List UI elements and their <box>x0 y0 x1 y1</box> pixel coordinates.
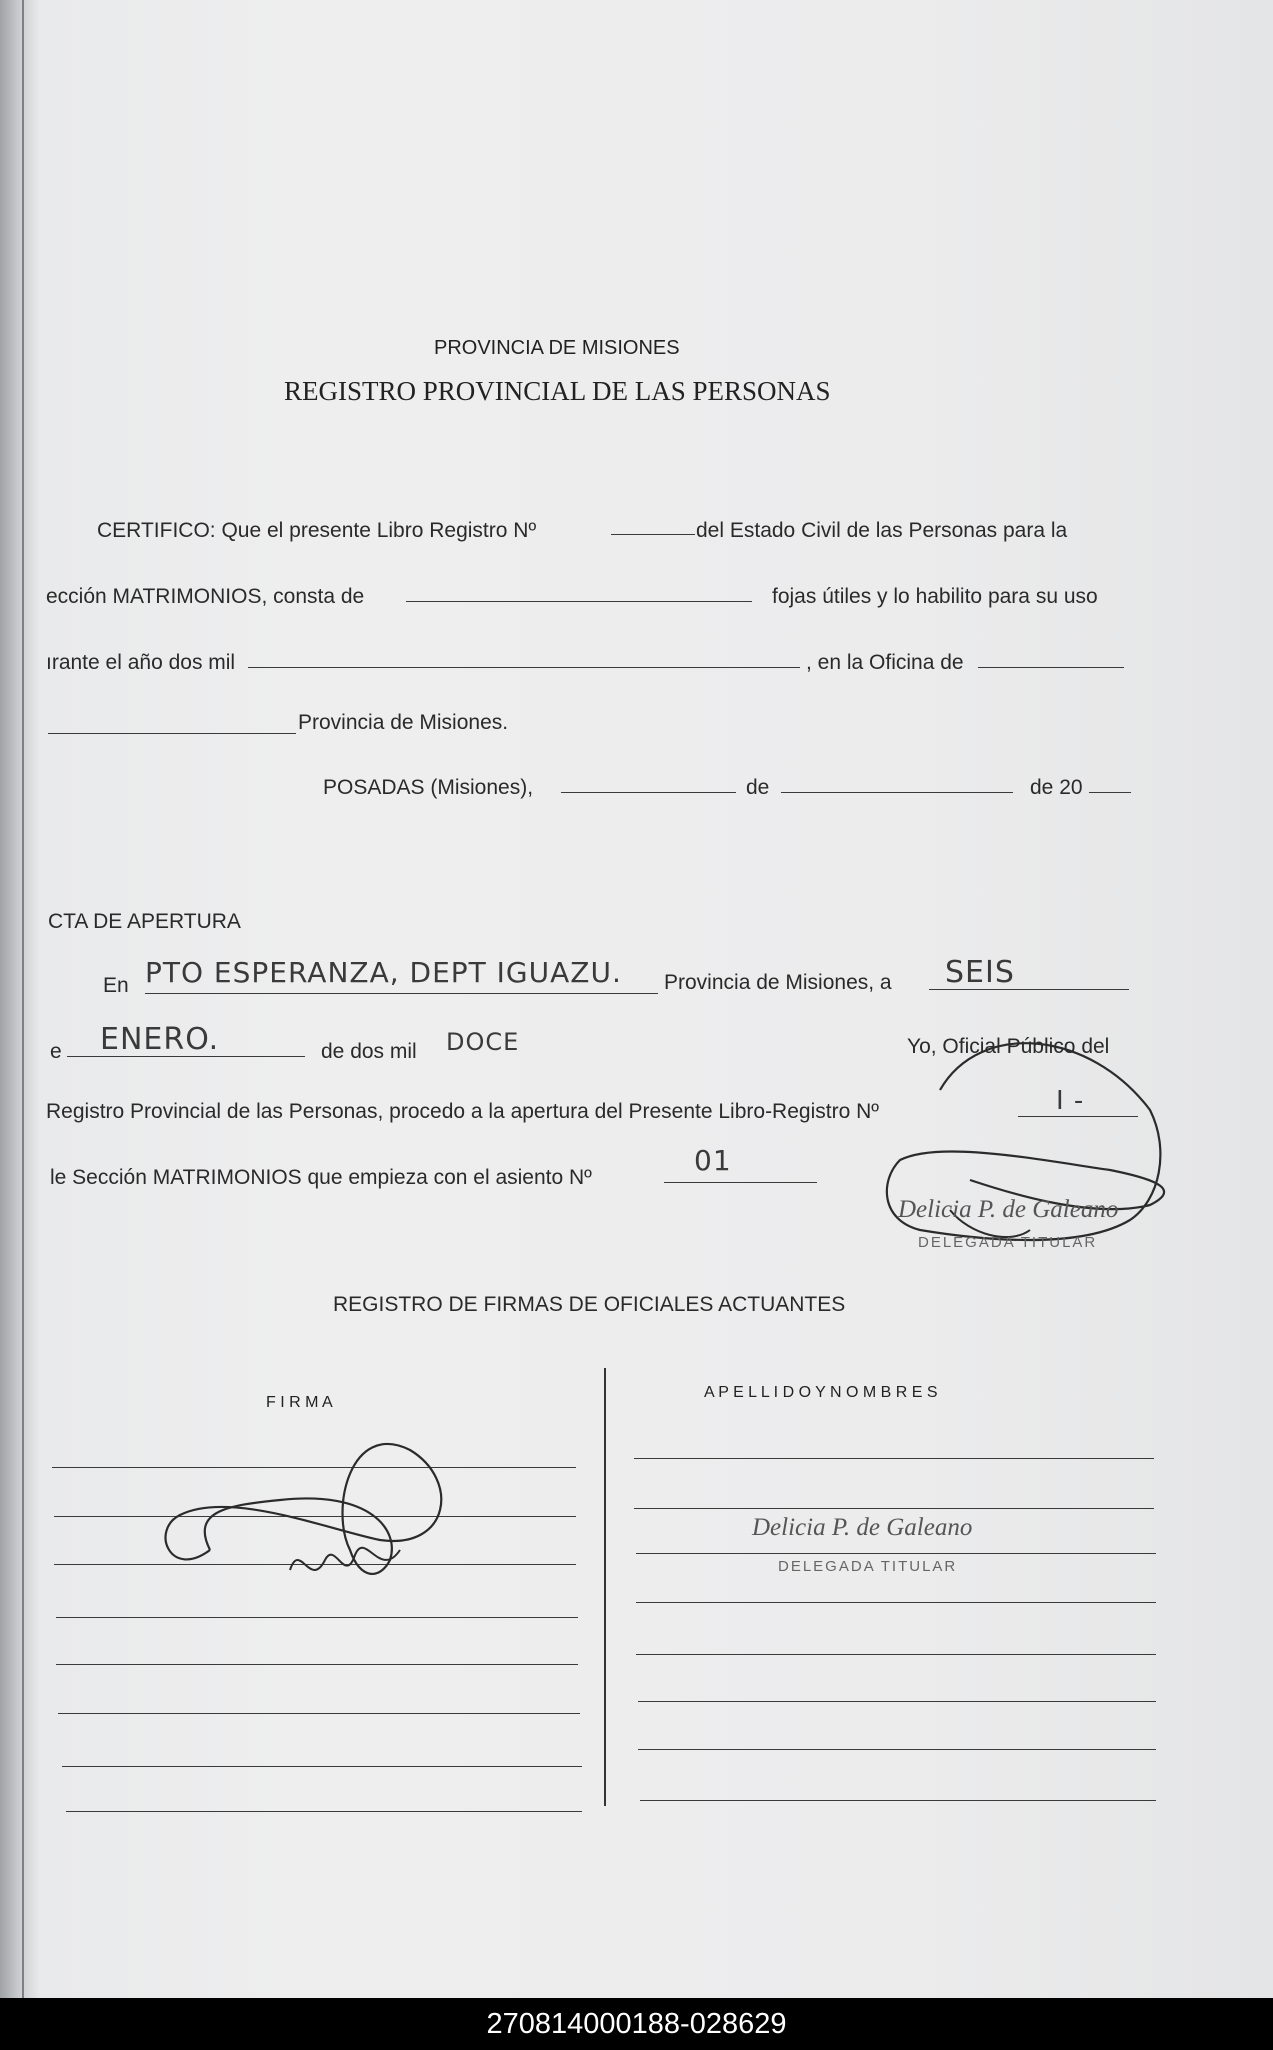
cert-line1-a: CERTIFICO: Que el presente Libro Registro Nº <box>97 519 537 542</box>
nombres-row-line <box>638 1701 1156 1702</box>
localidad-blank <box>48 733 296 734</box>
acta-e-label: e <box>50 1040 62 1063</box>
month-handwritten: ENERO. <box>100 1022 220 1057</box>
firma-row-line <box>66 1811 582 1812</box>
firmas-title: REGISTRO DE FIRMAS DE OFICIALES ACTUANTES <box>333 1293 846 1316</box>
asiento-blank <box>664 1182 817 1183</box>
document-code: 270814000188-028629 <box>486 2008 787 2040</box>
place-date-label: POSADAS (Misiones), <box>323 776 534 799</box>
acta-prov-label: Provincia de Misiones, a <box>664 971 892 994</box>
nombres-row-line <box>634 1458 1154 1459</box>
de-label-1: de <box>746 776 770 799</box>
nombres-row-line <box>636 1553 1156 1554</box>
year-blank <box>248 667 800 668</box>
firma-row-line <box>62 1766 582 1767</box>
month-blank <box>781 792 1013 793</box>
registro-line: Registro Provincial de las Personas, procedo a la apertura del Presente Libro-Registro Nº <box>46 1100 879 1123</box>
cert-line1-b: del Estado Civil de las Personas para la <box>696 519 1068 542</box>
firma-row-line <box>56 1617 578 1618</box>
cert-line2-a: ección MATRIMONIOS, consta de <box>46 585 365 608</box>
seccion-line: le Sección MATRIMONIOS que empieza con el asiento Nº <box>50 1166 592 1189</box>
cert-line4: Provincia de Misiones. <box>298 711 509 734</box>
official-stamp-name: Delicia P. de Galeano <box>898 1196 1119 1223</box>
place-handwritten: PTO ESPERANZA, DEPT IGUAZU. <box>145 956 622 989</box>
libro-number-blank <box>611 534 695 535</box>
nombres-row-line <box>634 1508 1154 1509</box>
day-value-blank <box>929 989 1129 990</box>
nombres-row-line <box>636 1654 1156 1655</box>
page-edge <box>22 0 24 1998</box>
day-blank <box>561 792 736 793</box>
acta-en-label: En <box>103 974 129 997</box>
nombres-row-line <box>640 1800 1156 1801</box>
firma-signature <box>150 1420 470 1600</box>
acta-title: CTA DE APERTURA <box>48 910 241 933</box>
col-nombres-header: A P E L L I D O Y N O M B R E S <box>704 1384 938 1401</box>
de-20-label: de 20 <box>1030 776 1083 799</box>
nombres-row-line <box>636 1602 1156 1603</box>
firma-row-line <box>56 1664 578 1665</box>
asiento-handwritten: 01 <box>694 1144 732 1177</box>
cert-line3-a: ırante el año dos mil <box>46 651 236 674</box>
day-handwritten: SEIS <box>945 955 1015 990</box>
footer-bar <box>0 1998 1273 2050</box>
oficina-blank <box>978 667 1124 668</box>
fojas-blank <box>406 601 752 602</box>
header-province: PROVINCIA DE MISIONES <box>434 337 680 359</box>
header-registry: REGISTRO PROVINCIAL DE LAS PERSONAS <box>284 376 831 406</box>
firma-row-line <box>58 1713 580 1714</box>
oficial-publico-label: Yo, Oficial Público del <box>907 1035 1110 1058</box>
cert-line2-b: fojas útiles y lo habilito para su uso <box>772 585 1098 608</box>
nombres-stamp-role: DELEGADA TITULAR <box>778 1558 958 1575</box>
col-firma-header: F I R M A <box>266 1394 333 1411</box>
year-20-blank <box>1089 792 1131 793</box>
nombres-stamp-name: Delicia P. de Galeano <box>752 1514 973 1541</box>
official-stamp-role: DELEGADA TITULAR <box>918 1234 1098 1251</box>
year-handwritten: DOCE <box>446 1028 520 1056</box>
place-blank <box>145 993 658 994</box>
cert-line3-b: , en la Oficina de <box>806 651 964 674</box>
month-value-blank <box>67 1056 305 1057</box>
libro-number-handwritten: I - <box>1056 1086 1085 1116</box>
nombres-row-line <box>638 1749 1156 1750</box>
de-dos-mil-label: de dos mil <box>321 1040 417 1063</box>
column-divider <box>604 1368 606 1806</box>
